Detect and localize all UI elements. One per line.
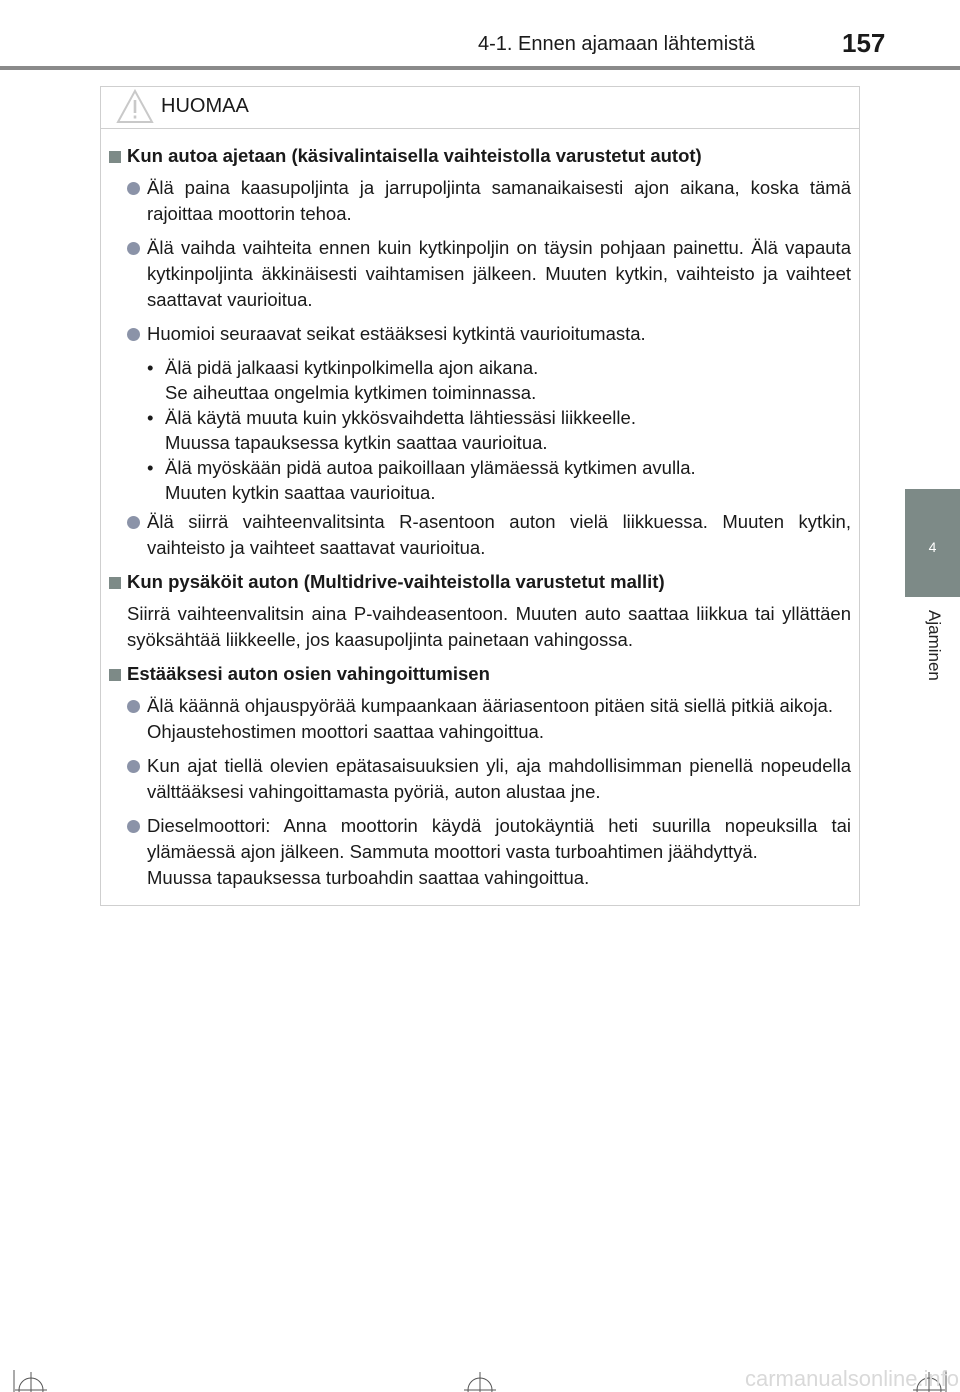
round-bullet-icon [127,820,140,833]
dot-bullet: • [147,357,154,378]
dot-bullet: • [147,407,154,428]
section-prevent-damage [107,661,851,891]
list-item: Älä käännä ohjauspyörää kumpaankaan ääriasentoon pitäen sitä siellä pitkiä aikoja. Ohjaustehostimen moottori saattaa vahingoittua. [107,693,851,745]
round-bullet-icon [127,242,140,255]
chapter-tab [905,489,960,597]
notice-content [101,143,859,899]
sublist [107,355,851,505]
page-number: 157 [842,28,886,58]
chapter-label: Ajaminen [925,610,944,681]
square-bullet-icon [109,577,121,589]
notice-title: HUOMAA [161,95,249,117]
list-item: Dieselmoottori: Anna moottorin käydä joutokäyntiä heti suurilla nopeuksilla tai ylämäessä ajon jälkeen. Sammuta moottori vasta turboahtimen jäähdyttyä. Muussa tapauksessa turboahdin saattaa vahingoittua. [107,813,851,891]
section-title: 4-1. Ennen ajamaan lähtemistä [478,33,755,55]
section-parking [107,569,851,653]
notice-header [101,87,859,129]
sub-list-item: • Älä käytä muuta kuin ykkösvaihdetta lähtiessäsi liikkeelle. Muussa tapauksessa kytkin saattaa vaurioitua. [147,407,636,453]
section-heading: Kun autoa ajetaan (käsivalintaisella vaihteistolla varustetut autot) [107,143,851,169]
chapter-number: 4 [928,539,937,555]
section-text: Siirrä vaihteenvalitsin aina P-vaihdeasentoon. Muuten auto saattaa liikkua tai yllättäen syöksähtää liikkeelle, jos kaasupoljinta painetaan vahingossa. [127,603,851,650]
notice-box [100,86,860,906]
crop-marks [0,1350,960,1392]
dot-bullet: • [147,457,154,478]
header-rule [0,66,960,70]
list-item: Älä paina kaasupoljinta ja jarrupoljinta samanaikaisesti ajon aikana, koska tämä rajoittaa moottorin tehoa. [107,175,851,227]
watermark: carmanualsonline.info [745,1366,960,1391]
list-item: Kun ajat tiellä olevien epätasaisuuksien yli, aja mahdollisimman pienellä nopeudella välttääksesi vahingoittamasta pyöriä, auton alustaa jne. [107,753,851,805]
round-bullet-icon [127,700,140,713]
square-bullet-icon [109,669,121,681]
sub-list-item: • Älä myöskään pidä autoa paikoillaan ylämäessä kytkimen avulla. Muuten kytkin saattaa vaurioitua. [147,457,696,503]
warning-triangle-icon [115,87,155,125]
chapter-label-container [908,610,958,700]
round-bullet-icon [127,182,140,195]
section-heading: Estääksesi auton osien vahingoittumisen [107,661,851,687]
sub-list-item: • Älä pidä jalkaasi kytkinpolkimella ajon aikana. Se aiheuttaa ongelmia kytkimen toiminnassa. [147,357,539,403]
round-bullet-icon [127,328,140,341]
square-bullet-icon [109,151,121,163]
section-manual-transmission [107,143,851,561]
round-bullet-icon [127,760,140,773]
section-heading: Kun pysäköit auton (Multidrive-vaihteistolla varustetut mallit) [107,569,851,595]
list-item: Huomioi seuraavat seikat estääksesi kytkintä vaurioitumasta. [107,321,851,347]
round-bullet-icon [127,516,140,529]
list-item: Älä vaihda vaihteita ennen kuin kytkinpoljin on täysin pohjaan painettu. Älä vapauta kytkinpoljinta äkkinäisesti vaihtamisen jälkeen. Muuten kytkin, vaihteisto ja vaihteet saattavat vaurioitua. [107,235,851,313]
list-item: Älä siirrä vaihteenvalitsinta R-asentoon auton vielä liikkuessa. Muuten kytkin, vaihteisto ja vaihteet saattavat vaurioitua. [107,509,851,561]
